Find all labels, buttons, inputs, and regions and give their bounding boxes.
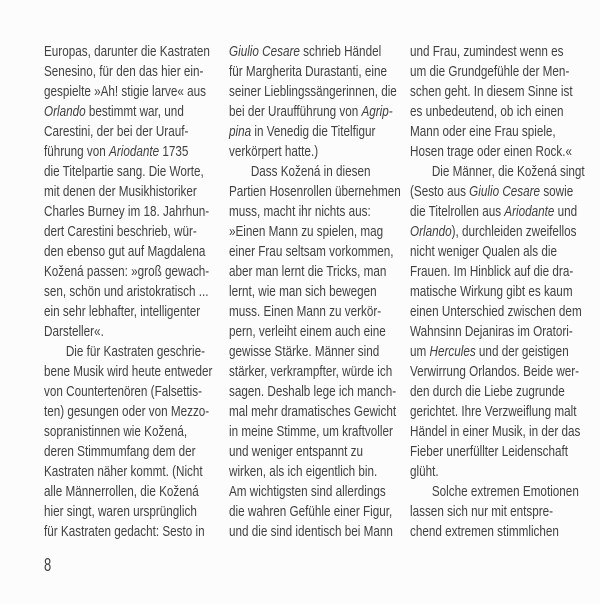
- text-column-1: Europas, darunter die Kastraten Senesino, für den das hier ein- gespielte »Ah! stigie larve« aus Orlando bestimmt war, und Carestini, der bei der Urauf- führung von Ariodante 1735 die Titelpartie sang. Die Worte, mit denen der Musikhistoriker Charles Burney im 18. Jahrhun- dert Carestini beschrieb, wür- den ebenso gut auf Magdalena Kožená passen: »groß gewach- sen, schön und aristokratisch ... ein sehr lebhafter, intelligenter Darsteller«. Die für Kastraten geschrie- bene Musik wird heute entweder von Countertenören (Falsettis- ten) gesungen oder von Mezzo- sopranistinnen wie Kožená, deren Stimmumfang dem der Kastraten näher kommt. (Nicht alle Männerrollen, die Kožená hier singt, waren ursprünglich für Kastraten gedacht: Sesto in: [44, 43, 213, 540]
- text-column-2: Giulio Cesare schrieb Händel für Margherita Durastanti, eine seiner Lieblingssängerinnen, die bei der Uraufführung von Agrip- pina in Venedig die Titelfigur verkörpert hatte.) Dass Kožená in diesen Partien Hosenrollen übernehmen muss, macht ihr nichts aus: »Einen Mann zu spielen, mag einer Frau seltsam vorkommen, aber man lernt die Tricks, man lernt, wie man sich bewegen muss. Einen Mann zu verkör- pern, verleiht einem auch eine gewisse Stärke. Männer sind stärker, verkrampfter, würde ich sagen. Deshalb lege ich manch- mal mehr dramatisches Gewicht in meine Stimme, um kraftvoller und weniger entspannt zu wirken, als ich eigentlich bin. Am wichtigsten sind allerdings die wahren Gefühle einer Figur, und die sind identisch bei Mann: [229, 43, 401, 540]
- page-number: 8: [44, 555, 52, 575]
- text-column-3: und Frau, zumindest wenn es um die Grundgefühle der Men- schen geht. In diesem Sinne ist es unbedeutend, ob ich einen Mann oder eine Frau spiele, Hosen trage oder einen Rock.« Die Männer, die Kožená singt (Sesto aus Giulio Cesare sowie die Titelrollen aus Ariodante und Orlando), durchleiden zweifellos nicht weniger Qualen als die Frauen. Im Hinblick auf die dra- matische Wirkung gibt es kaum einen Unterschied zwischen dem Wahnsinn Dejaniras im Oratori- um Hercules und der geistigen Verwirrung Orlandos. Beide wer- den durch die Liebe zugrunde gerichtet. Ihre Verzweiflung malt Händel in einer Musik, in der das Fieber unerfüllter Leidenschaft glüht. Solche extremen Emotionen lassen sich nur mit entspre- chend extremen stimmlichen: [410, 43, 585, 540]
